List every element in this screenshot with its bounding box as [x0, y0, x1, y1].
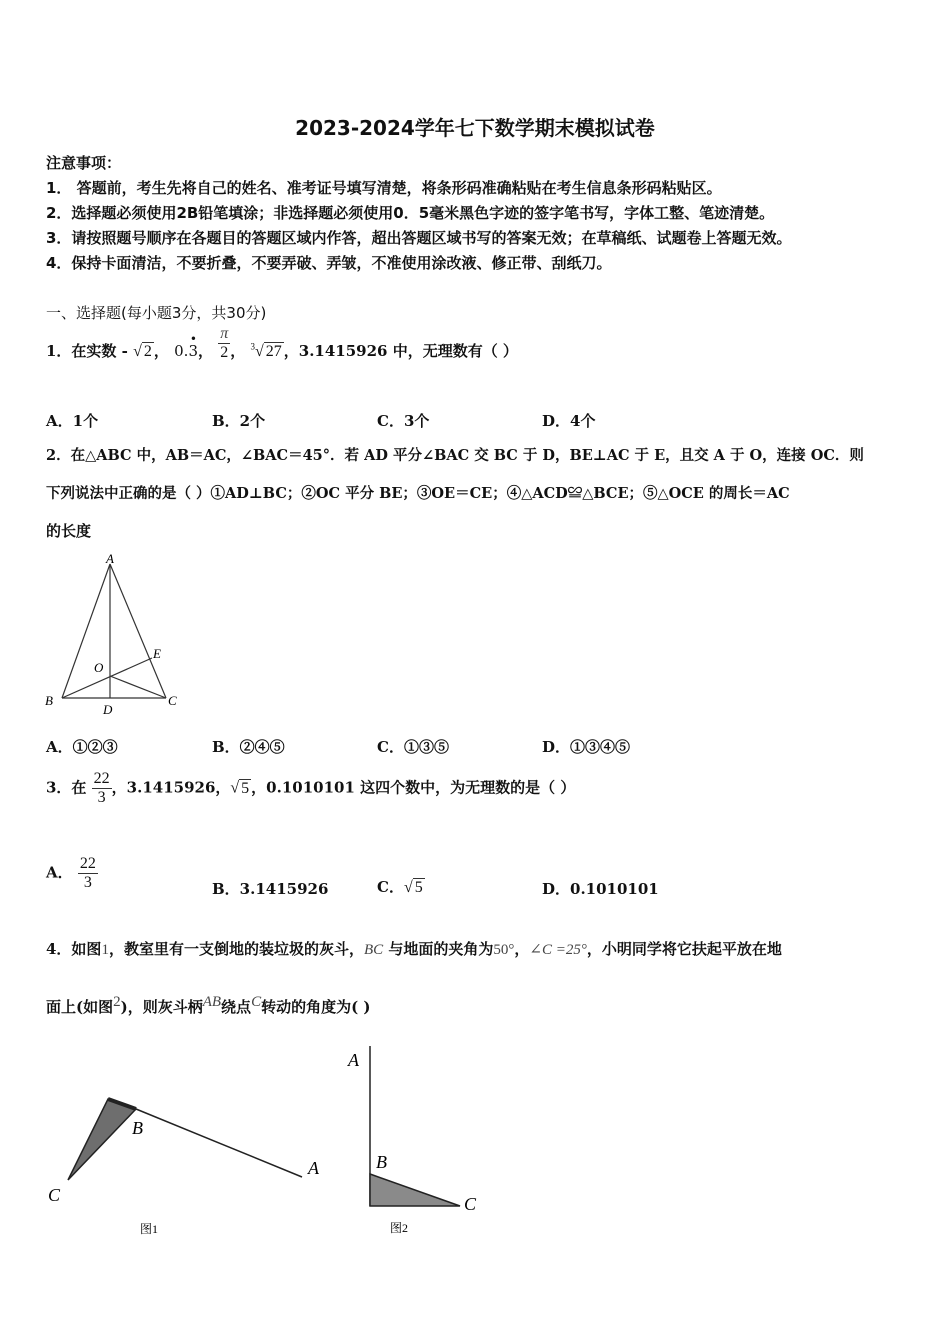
fraction-22-3: $\frac{22}{3}$: [93, 770, 110, 806]
q1-prefix: 1．在实数 -: [46, 342, 128, 360]
q1-option-d[interactable]: D．4个: [542, 412, 596, 430]
q2-option-a[interactable]: A．①②③: [46, 738, 118, 756]
fig2-label-b: B: [376, 1152, 387, 1172]
label-e: E: [153, 646, 161, 661]
fig2-label-c: C: [464, 1194, 477, 1214]
q2-line-3: 的长度: [46, 522, 92, 540]
q3-option-b[interactable]: B．3.1415926: [212, 880, 329, 898]
dustpan-body-flat: [370, 1174, 460, 1206]
notice-item-3: 3．请按照题号顺序在各题目的答题区域内作答，超出答题区域书写的答案无效；在草稿纸、试题卷上答题无效。: [46, 229, 792, 247]
q4-line-2: 面上(如图$^2$)，则灰斗柄$^{AB}$绕点$^C$转动的角度为( ): [46, 994, 371, 1016]
q2-option-b[interactable]: B．②④⑤: [212, 738, 285, 756]
fig2-label-a: A: [348, 1050, 359, 1070]
q3-option-d[interactable]: D．0.1010101: [542, 880, 659, 898]
sqrt-5-option: √ 5: [403, 879, 423, 896]
side-ab: [62, 564, 110, 698]
q2-option-c[interactable]: C．①③⑤: [377, 738, 449, 756]
question-3: [46, 770, 575, 807]
q1-option-b[interactable]: B．2个: [212, 412, 266, 430]
fig1-label-a: A: [308, 1158, 319, 1178]
label-a: A: [106, 551, 114, 566]
q2-line-1: 2．在△ABC 中，AB＝AC，∠BAC＝45°．若 AD 平分∠BAC 交 BC 于 D，BE⊥AC 于 E，且交 A 于 O，连接 OC．则: [46, 447, 864, 464]
q3-prefix: 3．在: [46, 778, 87, 797]
label-d: D: [103, 702, 113, 717]
fraction-22-3-option: $\frac{22}{3}$: [79, 855, 96, 891]
label-b: B: [45, 693, 53, 708]
page-title: 2023-2024学年七下数学期末模拟试卷: [295, 116, 655, 140]
q3-mid: ，3.1415926，: [111, 778, 231, 797]
label-o: O: [94, 660, 104, 675]
notice-heading: 注意事项：: [46, 154, 122, 172]
handle-ab: [136, 1109, 302, 1177]
q2-option-d[interactable]: D．①③④⑤: [542, 738, 631, 756]
segment-be: [62, 658, 152, 698]
side-ac: [110, 564, 166, 698]
sqrt-5: √ 5: [230, 779, 250, 797]
fig1-label-b: B: [132, 1118, 143, 1138]
dustpan-body: [68, 1099, 136, 1180]
q4-line-1: 4．如图1，教室里有一支倒地的装垃圾的灰斗，BC 与地面的夹角为50°，∠C =25°，小明同学将它扶起平放在地: [46, 940, 782, 958]
figure-1: [40, 1085, 340, 1240]
section-heading: 一、选择题(每小题3分，共30分): [46, 304, 267, 322]
fig1-label-c: C: [48, 1185, 61, 1205]
q3-option-a[interactable]: A． $\frac{22}{3}$: [46, 855, 96, 891]
q2-line-2: 下列说法中正确的是（ ）①AD⊥BC；②OC 平分 BE；③OE＝CE；④△ACD≌△BCE；⑤△OCE 的周长＝AC: [46, 485, 790, 502]
repeating-decimal: 0.3 •: [174, 332, 198, 360]
fig1-caption: 图1: [140, 1222, 159, 1236]
notice-item-2: 2．选择题必须使用2B铅笔填涂；非选择题必须使用0．5毫米黑色字迹的签字笔书写，字体工整、笔迹清楚。: [46, 204, 775, 222]
q1-suffix: ，3.1415926 中，无理数有（ ）: [283, 342, 518, 360]
triangle-figure: [40, 550, 190, 720]
q3-suffix: ，0.1010101 这四个数中，为无理数的是（ ）: [251, 778, 576, 797]
fig2-caption: 图2: [390, 1221, 409, 1235]
q3-option-c[interactable]: C．√ 5: [377, 878, 423, 896]
notice-item-4: 4．保持卡面清洁，不要折叠，不要弄破、弄皱，不准使用涂改液、修正带、刮纸刀。: [46, 254, 612, 272]
cube-root-27: $^3$√ 27: [250, 341, 282, 360]
pi-over-2: $\frac{\pi}{2}$: [220, 324, 229, 361]
sqrt-2: √ 2: [133, 343, 152, 360]
figure-2: [340, 1040, 500, 1240]
question-1: 1．在实数 - √ 2 ， 0.3 • ， $\frac{\pi}{2}$ ， $^3$√ 27 ，3.1415926 中，无理数有（ ）: [46, 324, 518, 361]
label-c: C: [168, 693, 177, 708]
q1-option-a[interactable]: A．1个: [46, 412, 99, 430]
q1-option-c[interactable]: C．3个: [377, 412, 430, 430]
notice-item-1: 1． 答题前，考生先将自己的姓名、准考证号填写清楚，将条形码准确粘贴在考生信息条形码粘贴区。: [46, 179, 722, 197]
